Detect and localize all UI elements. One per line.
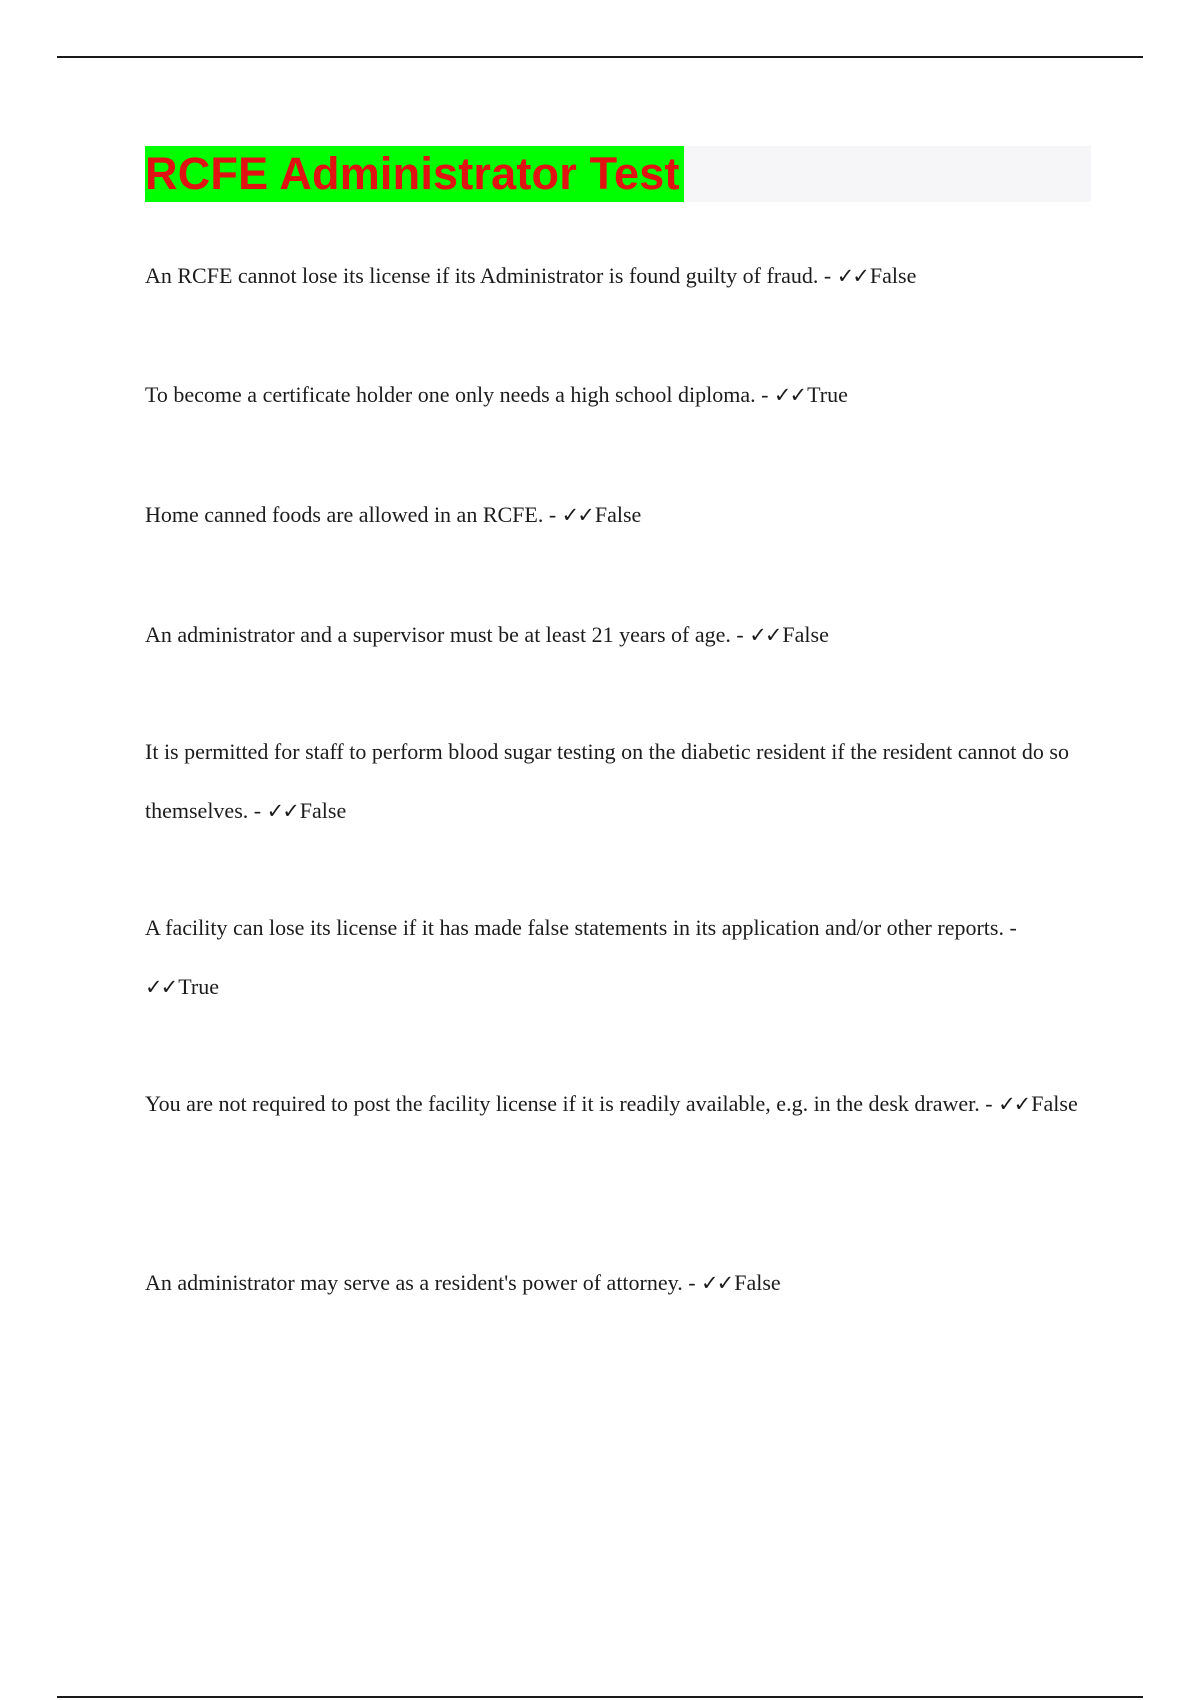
header-rule xyxy=(57,56,1143,58)
qa-item-8 xyxy=(145,1253,1085,1313)
check-marks-icon: ✓✓ xyxy=(773,383,806,407)
separator: - xyxy=(1003,915,1017,940)
answer-text: False xyxy=(734,1270,781,1295)
qa-item-5 xyxy=(145,722,1085,841)
check-marks-icon: ✓✓ xyxy=(998,1092,1030,1116)
qa-item-2 xyxy=(145,365,1085,425)
answer-text: False xyxy=(594,502,642,527)
check-marks-icon: ✓✓ xyxy=(145,975,177,999)
check-marks-icon: ✓✓ xyxy=(266,799,298,823)
question-text: It is permitted for staff to perform blood sugar testing on the diabetic resident if the resident cannot do so themselves. xyxy=(145,739,1069,823)
answer-text: False xyxy=(869,263,917,288)
question-text: To become a certificate holder one only needs a high school diploma. xyxy=(145,382,756,407)
question-text: An RCFE cannot lose its license if its Administrator is found guilty of fraud. xyxy=(145,263,819,288)
answer-text: True xyxy=(178,974,219,999)
check-marks-icon: ✓✓ xyxy=(701,1271,733,1295)
title-highlight xyxy=(145,146,684,202)
check-marks-icon: ✓✓ xyxy=(836,264,868,288)
separator: - xyxy=(755,382,774,407)
check-marks-icon: ✓✓ xyxy=(561,503,593,527)
question-text: You are not required to post the facility license if it is readily available, e.g. in the desk drawer. xyxy=(145,1091,980,1116)
separator: - xyxy=(682,1270,702,1295)
question-text: An administrator may serve as a resident's power of attorney. xyxy=(145,1270,683,1295)
check-marks-icon: ✓✓ xyxy=(749,623,781,647)
footer-rule xyxy=(57,1696,1143,1698)
answer-text: False xyxy=(299,798,347,823)
answer-text: True xyxy=(807,382,848,407)
qa-item-3 xyxy=(145,485,1085,545)
question-text: Home canned foods are allowed in an RCFE. xyxy=(145,502,544,527)
qa-item-1 xyxy=(145,246,1085,306)
separator: - xyxy=(248,798,267,823)
answer-text: False xyxy=(1031,1091,1078,1116)
separator: - xyxy=(730,622,750,647)
document-title: RCFE Administrator Test xyxy=(145,148,680,199)
answer-text: False xyxy=(782,622,829,647)
separator: - xyxy=(543,502,562,527)
qa-item-6 xyxy=(145,898,1085,1017)
question-text: An administrator and a supervisor must be at least 21 years of age. xyxy=(145,622,731,647)
separator: - xyxy=(818,263,837,288)
question-text: A facility can lose its license if it has made false statements in its application and/or other reports. xyxy=(145,915,1004,940)
separator: - xyxy=(979,1091,999,1116)
qa-item-4 xyxy=(145,605,1085,665)
qa-item-7 xyxy=(145,1074,1085,1134)
